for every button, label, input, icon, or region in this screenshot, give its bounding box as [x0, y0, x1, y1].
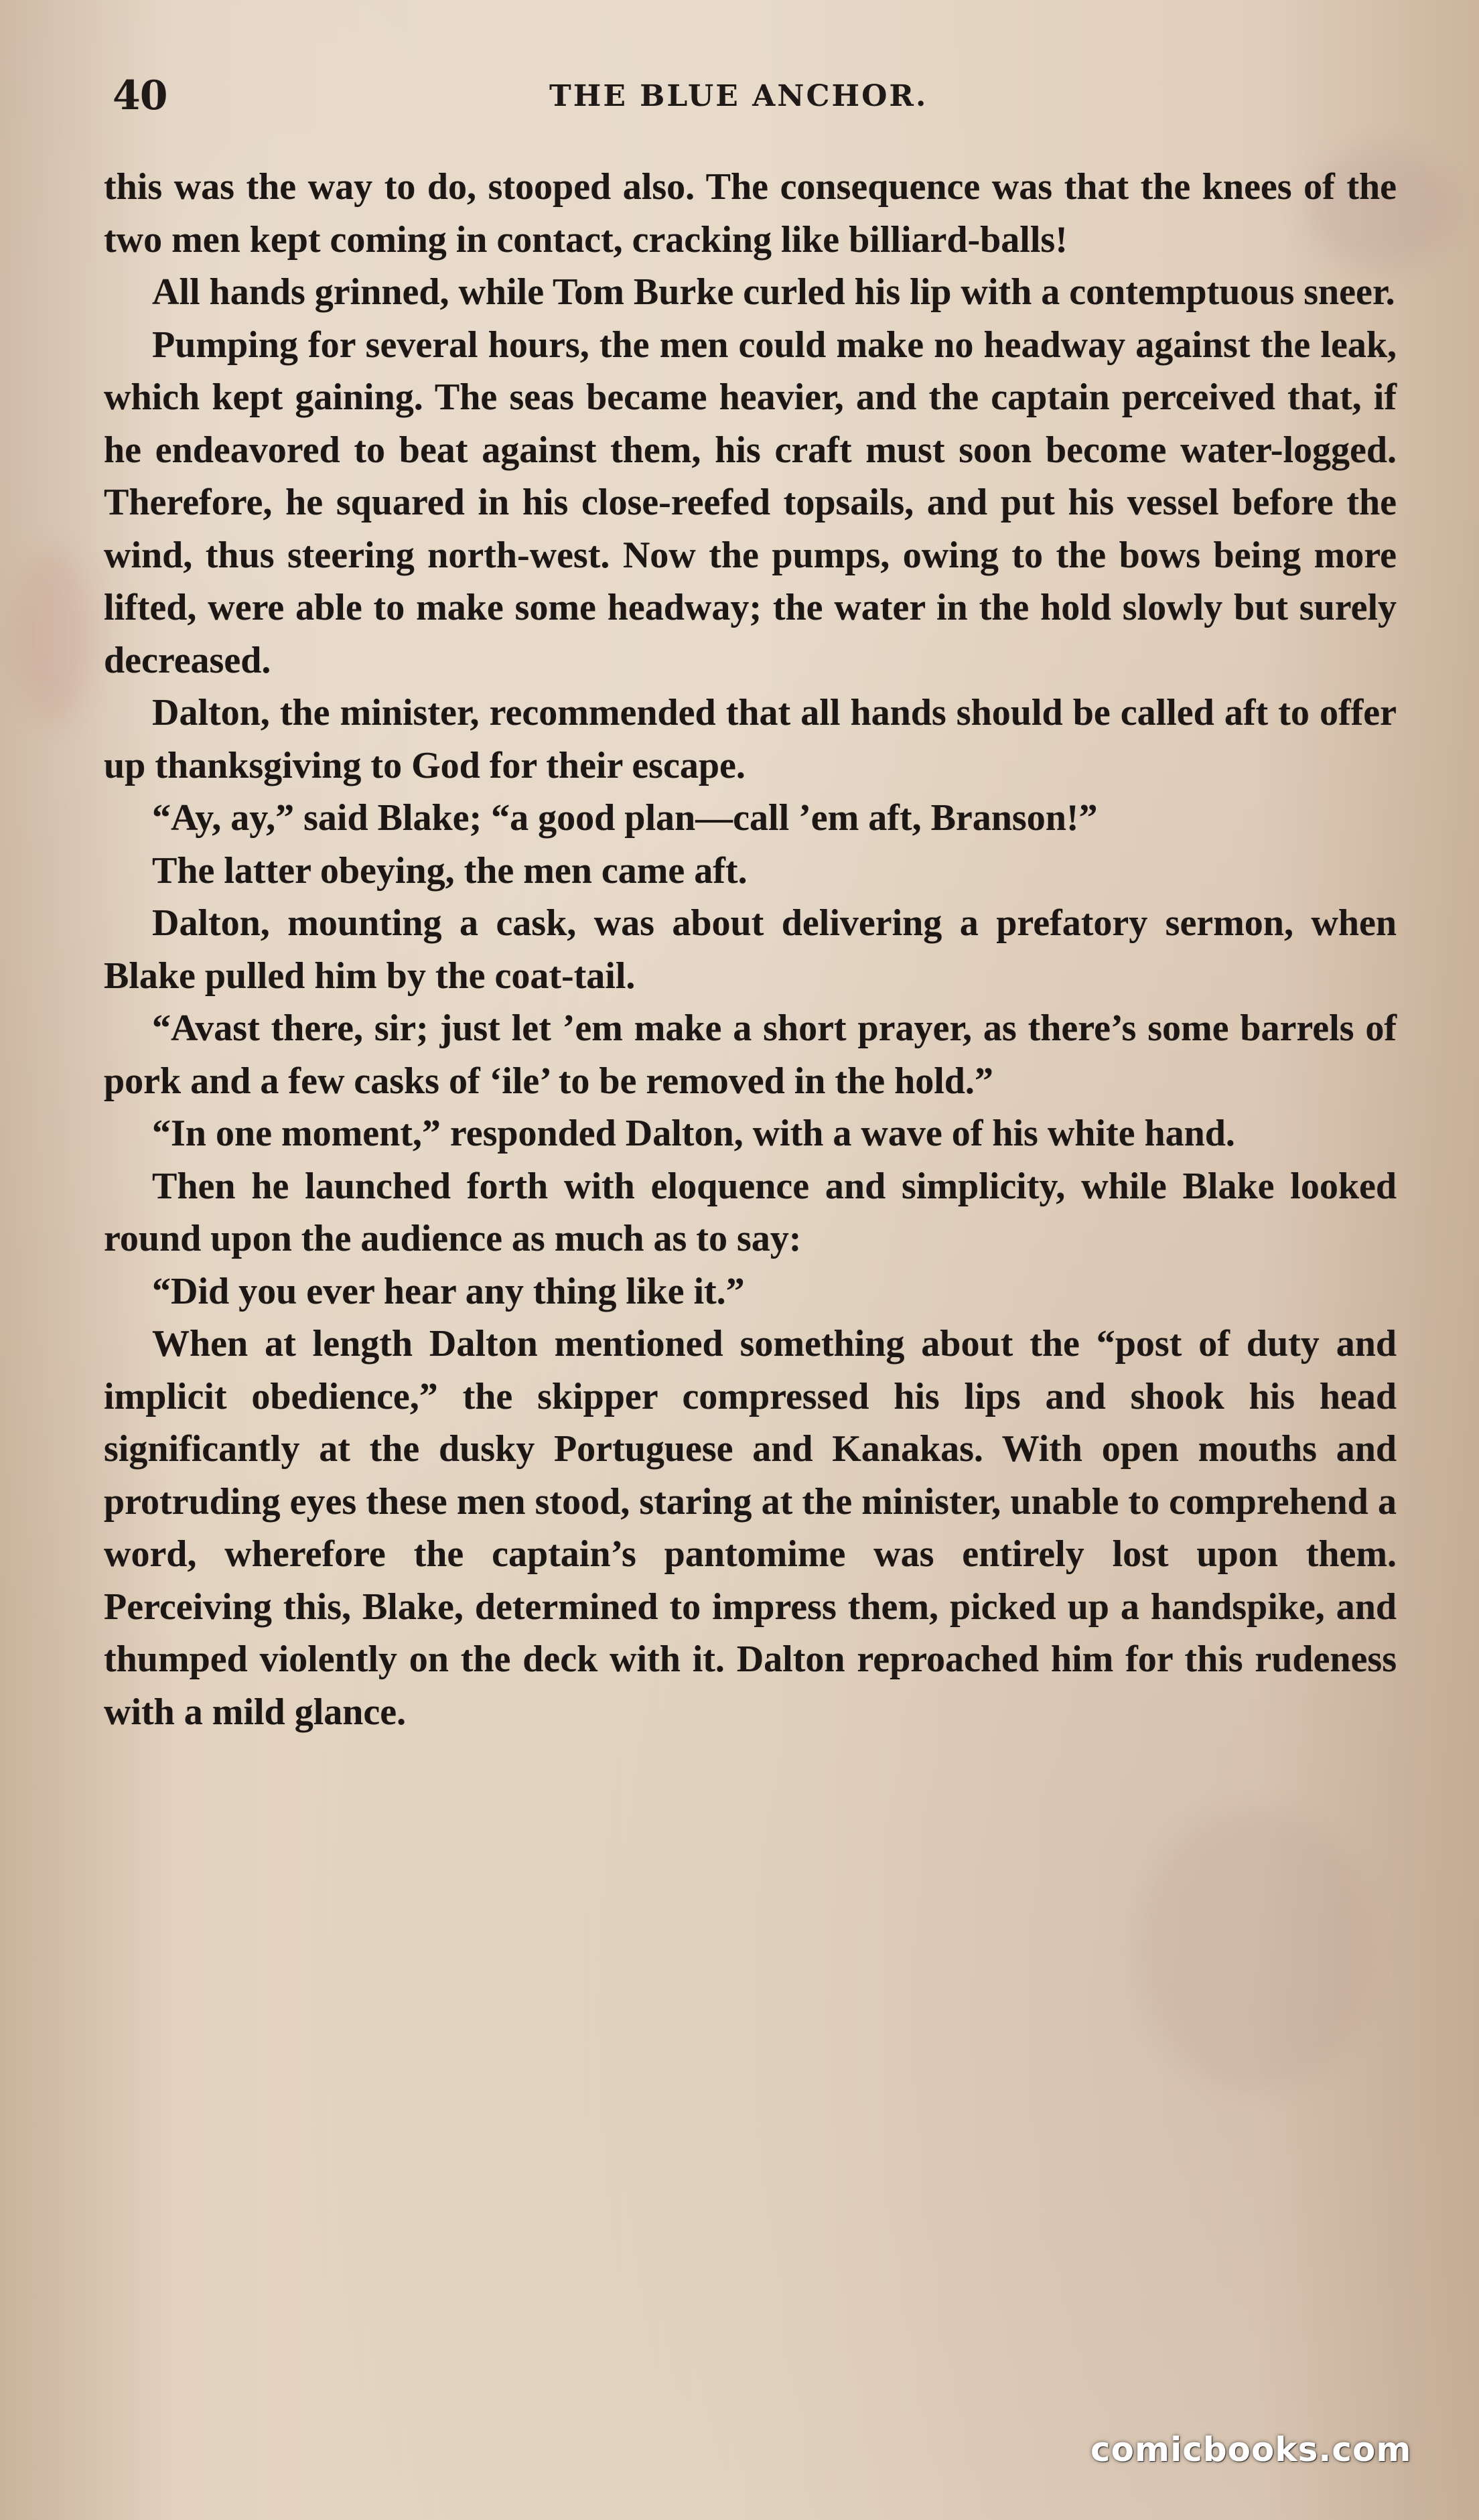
paragraph: “Ay, ay,” said Blake; “a good plan—call ’em aft, Branson!” [152, 797, 1098, 839]
paragraph: Dalton, the minister, recommended that all hands should be called aft to offer up thanksgiving to God for their escape. [104, 692, 1397, 786]
watermark: comicbooks.com [1090, 2430, 1412, 2469]
paragraph: “In one moment,” responded Dalton, with a wave of his white hand. [152, 1113, 1235, 1154]
running-title: THE BLUE ANCHOR. [549, 79, 928, 113]
paragraph: this was the way to do, stooped also. The consequence was that the knees of the two men kept coming in contact, cracking like billiard-balls! [104, 166, 1397, 261]
paragraph: Dalton, mounting a cask, was about delivering a prefatory sermon, when Blake pulled him by the coat-tail. [104, 902, 1397, 997]
paragraph: When at length Dalton mentioned something about the “post of duty and implicit obedience,” the skipper compressed his lips and shook his head significantly at the dusky Portuguese and Kanakas. With open mouths and protruding eyes these men stood, staring at the minister, unable to comprehend a word, wherefore the captain’s pantomime was entirely lost upon them. Perceiving this, Blake, determined to impress them, picked up a handspike, and thumped violently on the deck with it. Dalton reproached him for this rudeness with a mild glance. [104, 1323, 1397, 1733]
body-text [104, 161, 1397, 1738]
paragraph: The latter obeying, the men came aft. [152, 849, 748, 892]
page-number: 40 [113, 72, 167, 119]
page-header [107, 72, 1380, 119]
paragraph: “Avast there, sir; just let ’em make a short prayer, as there’s some barrels of pork and a few casks of ‘ile’ to be removed in the hold.” [104, 1007, 1397, 1102]
paper-stain [1139, 1809, 1373, 2090]
paper-stain [13, 549, 94, 723]
paragraph: “Did you ever hear any thing like it.” [152, 1270, 745, 1312]
paragraph: All hands grinned, while Tom Burke curled his lip with a contemptuous sneer. [152, 271, 1395, 313]
paragraph: Then he launched forth with eloquence and simplicity, while Blake looked round upon the audience as much as to say: [104, 1165, 1397, 1259]
paragraph: Pumping for several hours, the men could make no headway against the leak, which kept gaining. The seas became heavier, and the captain perceived that, if he endeavored to beat against them, his craft must soon become water-logged. Therefore, he squared in his close-reefed topsails, and put his vessel before the wind, thus steering north-west. Now the pumps, owing to the bows being more lifted, were able to make some headway; the water in the hold slowly but surely decreased. [104, 324, 1397, 681]
